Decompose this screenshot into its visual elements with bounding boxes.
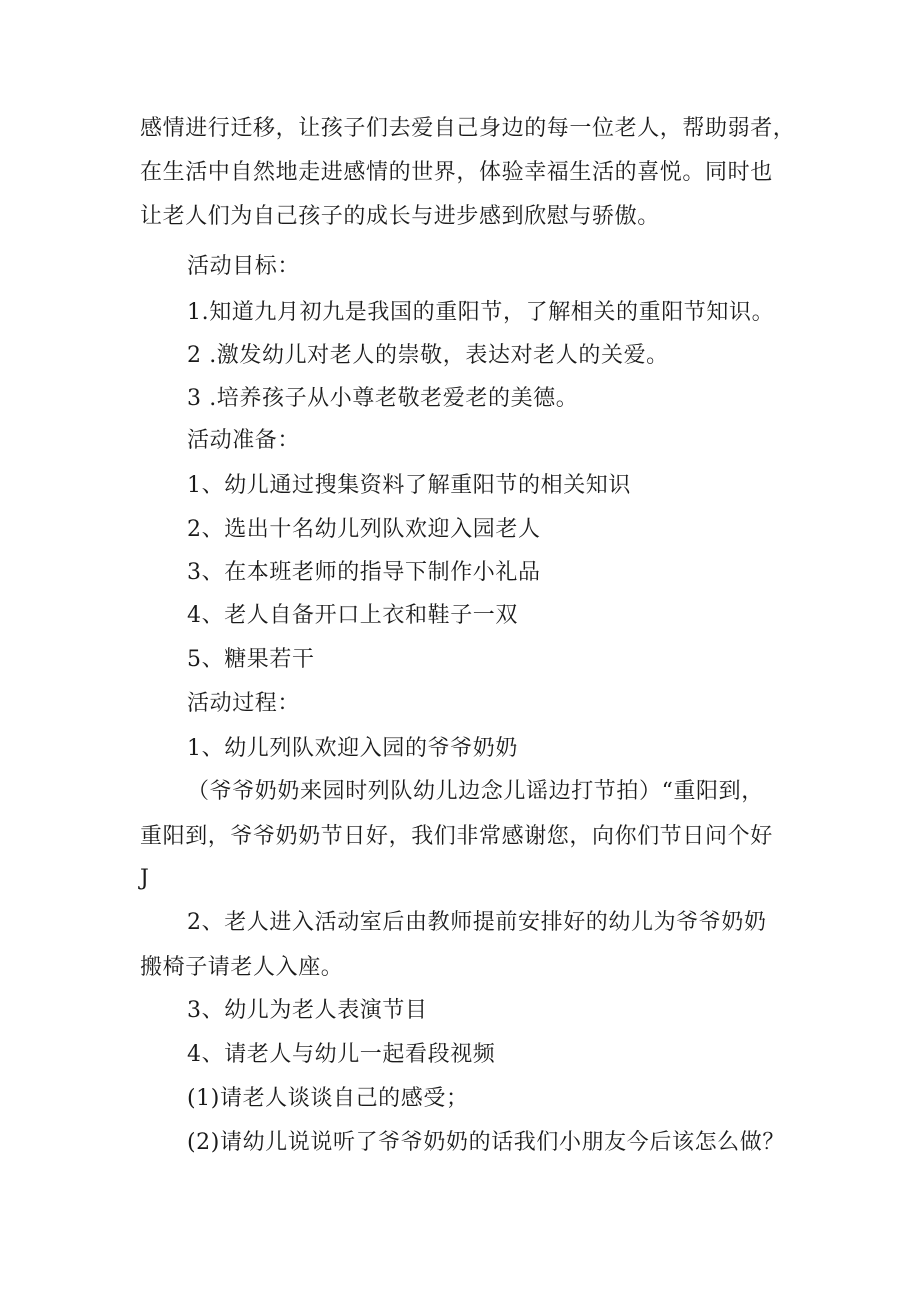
- process-item: 3、幼儿为老人表演节目: [187, 998, 428, 1023]
- body-text-line: 重阳到，爷爷奶奶节日好，我们非常感谢您，向你们节日问个好: [140, 824, 773, 849]
- process-item: 4、请老人与幼儿一起看段视频: [187, 1042, 496, 1067]
- section-heading-preparation: 活动准备：: [187, 428, 301, 453]
- goal-item: 3 .培养孩子从小尊老敬老爱老的美德。: [187, 386, 579, 411]
- preparation-item: 3、在本班老师的指导下制作小礼品: [187, 560, 541, 585]
- sub-item: (2)请幼儿说说听了爷爷奶奶的话我们小朋友今后该怎么做？: [187, 1130, 785, 1155]
- preparation-item: 5、糖果若干: [187, 647, 315, 672]
- preparation-item: 4、老人自备开口上衣和鞋子一双: [187, 603, 518, 628]
- process-item: 2、老人进入活动室后由教师提前安排好的幼儿为爷爷奶奶: [187, 910, 767, 935]
- preparation-item: 2、选出十名幼儿列队欢迎入园老人: [187, 517, 541, 542]
- section-heading-goals: 活动目标：: [187, 254, 301, 279]
- body-text-line: 让老人们为自己孩子的成长与进步感到欣慰与骄傲。: [140, 204, 660, 229]
- sub-item: (1)请老人谈谈自己的感受；: [187, 1086, 469, 1111]
- goal-item: 1.知道九月初九是我国的重阳节，了解相关的重阳节知识。: [187, 300, 775, 325]
- process-item: 1、幼儿列队欢迎入园的爷爷奶奶: [187, 736, 518, 761]
- body-text-line: 感情进行迁移，让孩子们去爱自己身边的每一位老人，帮助弱者，: [140, 116, 796, 141]
- body-text-line: 在生活中自然地走进感情的世界，体验幸福生活的喜悦。同时也: [140, 160, 773, 185]
- section-heading-process: 活动过程：: [187, 691, 301, 716]
- goal-item: 2 .激发幼儿对老人的崇敬，表达对老人的关爱。: [187, 343, 669, 368]
- body-text-line: 搬椅子请老人入座。: [140, 955, 344, 980]
- body-text-line: （爷爷奶奶来园时列队幼儿边念儿谣边打节拍）“重阳到，: [187, 779, 764, 804]
- preparation-item: 1、幼儿通过搜集资料了解重阳节的相关知识: [187, 473, 631, 498]
- body-text-line: J: [140, 866, 150, 891]
